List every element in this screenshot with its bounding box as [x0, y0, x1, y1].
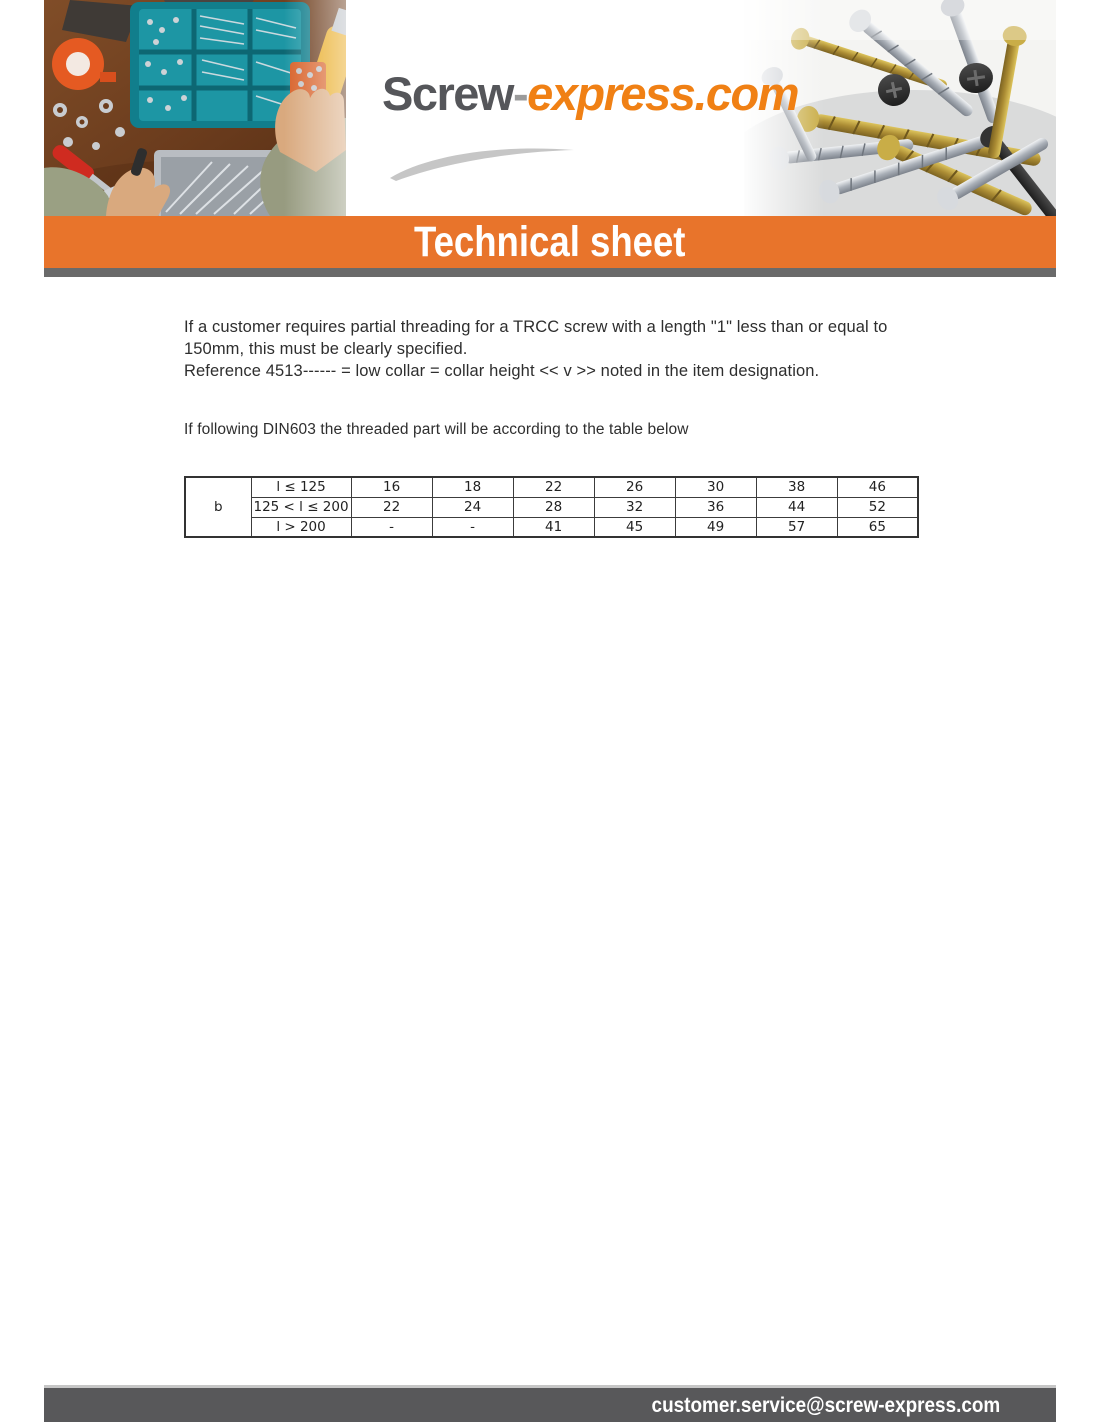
table-row: [185, 517, 918, 537]
table-condition-cell: 125 < l ≤ 200: [251, 497, 351, 517]
table-value-cell: 49: [675, 517, 756, 537]
din603-threading-table: [184, 476, 919, 538]
table-condition-cell: l > 200: [251, 517, 351, 537]
logo-hyphen: -: [512, 67, 528, 120]
table-value-cell: 18: [432, 477, 513, 497]
table-value-cell: 41: [513, 517, 594, 537]
table-value-cell: 45: [594, 517, 675, 537]
table-value-cell: 52: [837, 497, 918, 517]
table-value-cell: -: [432, 517, 513, 537]
paragraph-line: Reference 4513------ = low collar = collar height << v >> noted in the item designation.: [184, 362, 820, 380]
table-value-cell: 44: [756, 497, 837, 517]
table-value-cell: 30: [675, 477, 756, 497]
table-value-cell: 32: [594, 497, 675, 517]
table-value-cell: 57: [756, 517, 837, 537]
logo-text-express: express.com: [527, 67, 799, 120]
footer-email: customer.service@screw-express.com: [651, 1392, 1000, 1417]
paragraph-line: If a customer requires partial threading for a TRCC screw with a length "1" less than or equal to: [184, 318, 888, 336]
logo-wordmark: [382, 66, 798, 121]
table-value-cell: 16: [351, 477, 432, 497]
table-row-group-label: b: [185, 477, 251, 537]
paragraph-threading-note: [184, 316, 887, 382]
logo-swoosh: [386, 140, 576, 182]
banner-shadow-bar: [44, 268, 1056, 277]
page-title: Technical sheet: [414, 217, 686, 266]
banner: [44, 216, 1056, 268]
paragraph-line: 150mm, this must be clearly specified.: [184, 340, 468, 358]
table-condition-cell: l ≤ 125: [251, 477, 351, 497]
table-value-cell: 65: [837, 517, 918, 537]
table-value-cell: -: [351, 517, 432, 537]
table-value-cell: 26: [594, 477, 675, 497]
paragraph-din603: If following DIN603 the threaded part will be according to the table below: [184, 421, 689, 438]
table-value-cell: 24: [432, 497, 513, 517]
footer-bar: [44, 1385, 1056, 1422]
table-value-cell: 38: [756, 477, 837, 497]
header: [44, 0, 1056, 216]
workbench-photo: [44, 0, 346, 216]
table-value-cell: 36: [675, 497, 756, 517]
workbench-photo-illustration: [44, 0, 346, 216]
logo: [346, 0, 799, 216]
logo-text-screw: Screw: [382, 67, 513, 120]
table-value-cell: 28: [513, 497, 594, 517]
table-row: [185, 497, 918, 517]
table-row: [185, 477, 918, 497]
table-value-cell: 22: [351, 497, 432, 517]
table-value-cell: 22: [513, 477, 594, 497]
table-value-cell: 46: [837, 477, 918, 497]
